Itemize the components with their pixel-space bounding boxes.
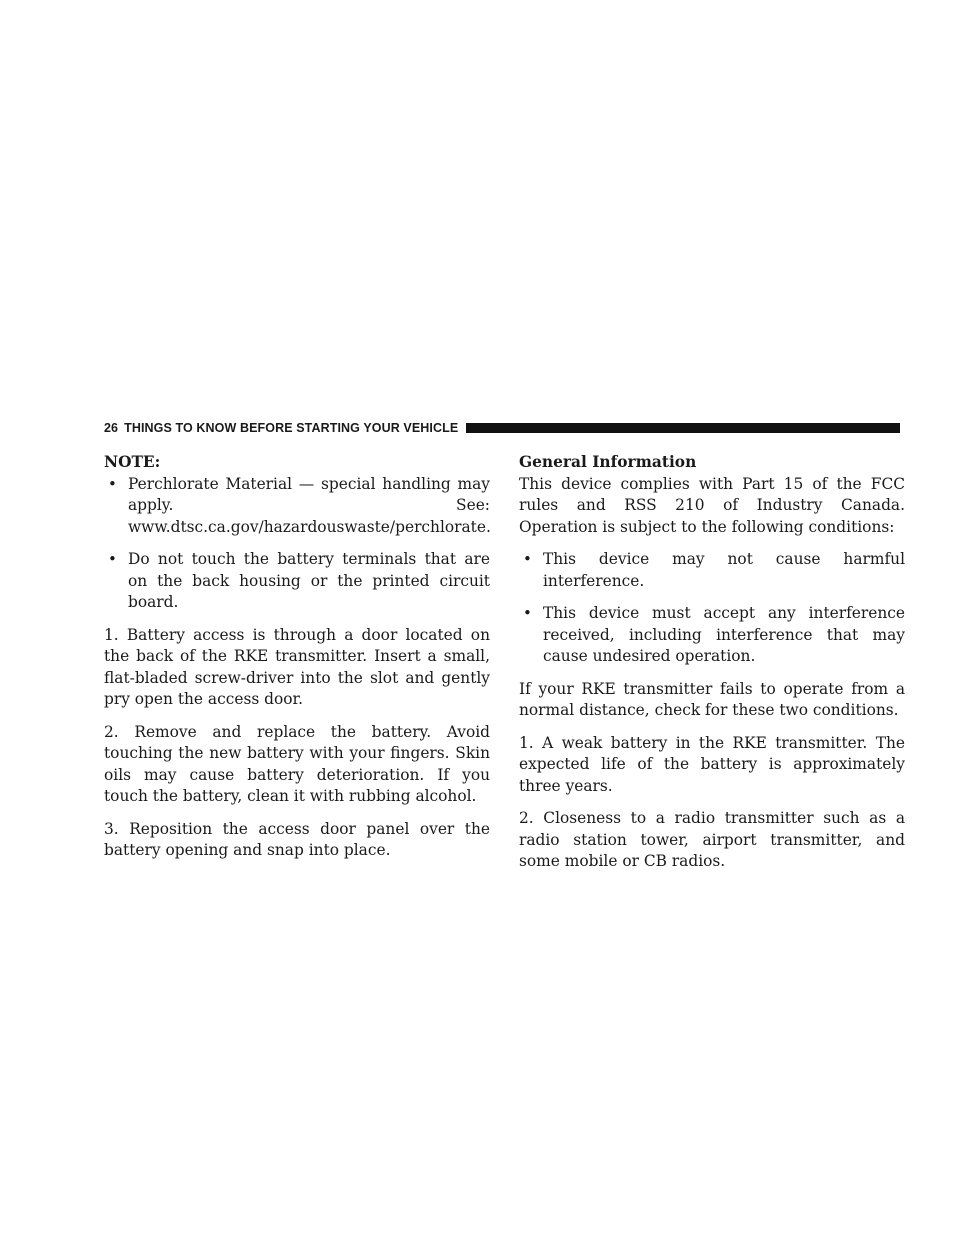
paragraph-weak-battery: 1. A weak battery in the RKE transmitter. The expected life of the battery is approximately three years. [519, 733, 905, 795]
bullet-text: This device must accept any interference received, including interference that may cause undesired operation. [543, 604, 905, 665]
bullet-icon: • [523, 604, 532, 622]
paragraph-battery-access: 1. Battery access is through a door located on the back of the RKE transmitter. Insert a small, flat-bladed screw-driver into the slot and gently pry open the access door. [104, 625, 490, 708]
section-title: THINGS TO KNOW BEFORE STARTING YOUR VEHICLE [124, 421, 459, 435]
paragraph-radio-transmitter: 2. Closeness to a radio transmitter such as a radio station tower, airport transmitter, and some mobile or CB radios. [519, 809, 905, 870]
list-item [519, 603, 905, 668]
page-number: 26 [104, 421, 119, 435]
list-item [519, 549, 905, 592]
paragraph-fails-to-operate: If your RKE transmitter fails to operate from a normal distance, check for these two conditions. [519, 679, 905, 719]
right-column [519, 452, 905, 884]
bullet-text: This device may not cause harmful interference. [543, 550, 905, 590]
bullet-icon: • [108, 550, 117, 568]
left-column [104, 452, 490, 873]
bullet-text: Do not touch the battery terminals that are on the back housing or the printed circuit board. [128, 550, 490, 611]
paragraph-fcc-compliance: This device complies with Part 15 of the FCC rules and RSS 210 of Industry Canada. Operation is subject to the following conditions: [519, 474, 905, 536]
bullet-icon: • [523, 550, 532, 568]
note-label: NOTE: [104, 453, 161, 471]
list-item [104, 474, 490, 539]
page-header [104, 420, 900, 436]
general-information-heading: General Information [519, 453, 697, 471]
list-item [104, 549, 490, 614]
header-rule [466, 423, 900, 433]
paragraph-reposition-door: 3. Reposition the access door panel over the battery opening and snap into place. [104, 819, 490, 859]
bullet-text: Perchlorate Material — special handling may apply. See: www.dtsc.ca.gov/hazardouswaste/perchlorate. [128, 474, 491, 536]
bullet-icon: • [108, 474, 117, 493]
paragraph-replace-battery: 2. Remove and replace the battery. Avoid touching the new battery with your fingers. Skin oils may cause battery deterioration. If you touch the battery, clean it with rubbing alcohol. [104, 722, 490, 805]
